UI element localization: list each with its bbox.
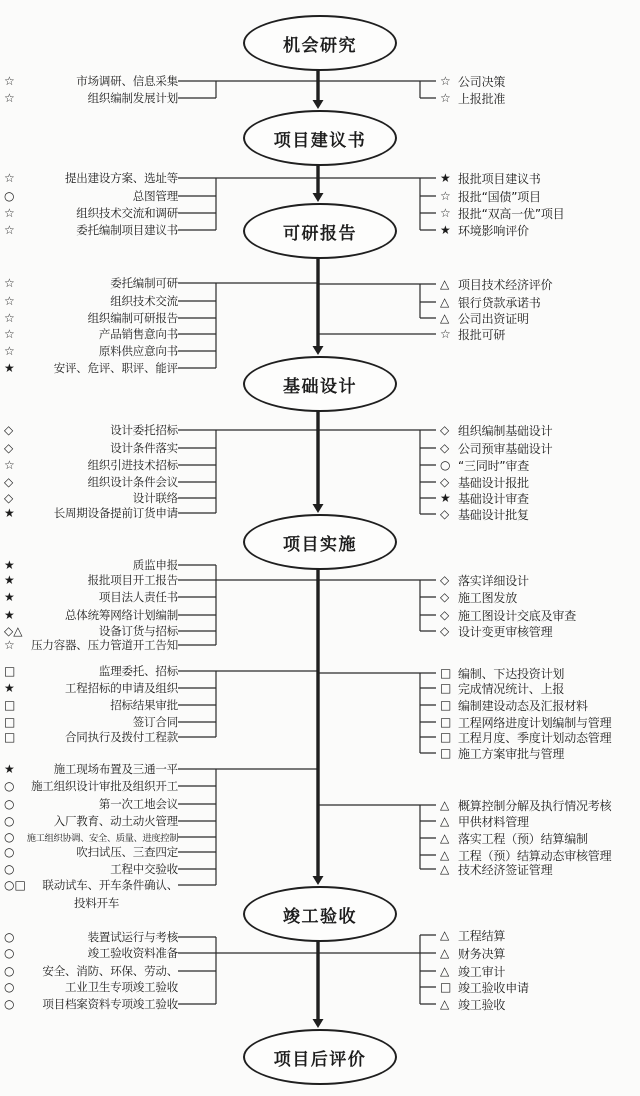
task-label: 技术经济签证管理 xyxy=(458,862,553,877)
node-label: 可研报告 xyxy=(283,223,357,244)
marker-icon: □ xyxy=(4,730,16,744)
task-row xyxy=(4,440,178,456)
marker-icon: ★ xyxy=(440,223,451,237)
marker-icon: ◇ xyxy=(440,608,450,622)
node-label: 项目实施 xyxy=(283,534,357,555)
task-label: 入厂教育、动土动火管理 xyxy=(53,814,178,828)
marker-icon: ◇ xyxy=(440,624,450,638)
task-label: 甲供材料管理 xyxy=(458,814,529,829)
task-row xyxy=(440,222,638,238)
marker-icon: ◇ xyxy=(4,441,14,455)
task-label: 基础设计批复 xyxy=(458,507,529,522)
task-row xyxy=(4,697,178,713)
task-label: 安全、消防、环保、劳动、 xyxy=(42,964,178,978)
task-label: 报批项目建议书 xyxy=(458,171,541,186)
task-row xyxy=(4,929,178,945)
task-row xyxy=(4,557,178,573)
task-label: 落实详细设计 xyxy=(458,573,529,588)
task-label: 组织技术交流和调研 xyxy=(76,206,178,220)
marker-icon: ○ xyxy=(4,930,15,944)
task-row xyxy=(4,637,178,653)
task-label: 市场调研、信息采集 xyxy=(76,74,178,88)
task-row xyxy=(4,761,178,777)
node-label: 机会研究 xyxy=(283,35,357,56)
task-label: 设计变更审核管理 xyxy=(458,624,553,639)
task-row xyxy=(4,829,178,845)
task-label: 编制、下达投资计划 xyxy=(458,666,565,681)
marker-icon: □ xyxy=(4,664,16,678)
marker-icon: △ xyxy=(440,798,450,812)
task-row xyxy=(440,589,638,605)
marker-icon: ☆ xyxy=(4,638,15,652)
task-row xyxy=(4,326,178,342)
marker-icon: ★ xyxy=(4,681,15,695)
task-label: 组织编制可研报告 xyxy=(87,311,178,325)
task-label: 组织编制基础设计 xyxy=(458,423,553,438)
marker-icon: ☆ xyxy=(4,206,15,220)
marker-icon: ○ xyxy=(4,189,15,203)
task-row xyxy=(4,714,178,730)
task-row xyxy=(4,222,178,238)
task-label: 提出建设方案、选址等 xyxy=(65,171,178,185)
task-row xyxy=(4,589,178,605)
task-row xyxy=(440,830,638,846)
marker-icon: ☆ xyxy=(4,276,15,290)
marker-icon: ☆ xyxy=(4,91,15,105)
task-row xyxy=(440,572,638,588)
task-label: 施工方案审批与管理 xyxy=(458,746,565,761)
marker-icon: ☆ xyxy=(4,344,15,358)
task-row xyxy=(440,506,638,522)
marker-icon: ○ xyxy=(4,830,15,844)
task-label: 设计条件落实 xyxy=(110,441,178,455)
marker-icon: △ xyxy=(440,311,450,325)
marker-icon: □ xyxy=(440,715,452,729)
task-row xyxy=(4,607,178,623)
marker-icon: △ xyxy=(440,928,450,942)
task-label: 招标结果审批 xyxy=(110,698,178,712)
task-row xyxy=(4,170,178,186)
task-label: 落实工程（预）结算编制 xyxy=(458,831,588,846)
task-label: 报批项目开工报告 xyxy=(87,573,178,587)
marker-icon: ★ xyxy=(4,762,15,776)
marker-icon: ◇ xyxy=(440,590,450,604)
task-label: 施工组织设计审批及组织开工 xyxy=(31,779,178,793)
marker-icon: ◇ xyxy=(4,475,14,489)
task-row xyxy=(440,729,638,745)
task-row xyxy=(4,572,178,588)
marker-icon: △ xyxy=(440,277,450,291)
marker-icon: □ xyxy=(4,715,16,729)
marker-icon: △ xyxy=(440,862,450,876)
marker-icon: ◇ xyxy=(440,475,450,489)
task-row xyxy=(4,90,178,106)
task-label: 联动试车、开车条件确认、 xyxy=(42,878,178,892)
marker-icon: ○ xyxy=(4,997,15,1011)
task-label: 竣工验收资料准备 xyxy=(87,946,178,960)
marker-icon: ◇ xyxy=(440,423,450,437)
flow-node-project-proposal xyxy=(243,110,397,166)
task-label: 基础设计报批 xyxy=(458,475,529,490)
node-label: 项目后评价 xyxy=(273,1049,367,1070)
task-row xyxy=(440,996,638,1012)
marker-icon: ○ xyxy=(4,946,15,960)
task-label: 质监申报 xyxy=(132,558,178,572)
task-label: 组织编制发展计划 xyxy=(87,91,178,105)
task-row xyxy=(440,680,638,696)
task-label: 报批可研 xyxy=(458,327,506,342)
marker-icon: ★ xyxy=(4,573,15,587)
task-row-continuation xyxy=(4,895,178,911)
flow-node-opportunity-study xyxy=(243,15,397,71)
task-row xyxy=(440,276,638,292)
marker-icon: ○□ xyxy=(4,878,26,892)
task-row xyxy=(440,474,638,490)
task-label: 施工现场布置及三通一平 xyxy=(53,762,178,776)
task-label: 投料开车 xyxy=(74,896,120,910)
task-row xyxy=(4,188,178,204)
task-label: 工业卫生专项竣工验收 xyxy=(65,980,178,994)
node-label: 项目建议书 xyxy=(273,130,367,151)
marker-icon: △ xyxy=(440,946,450,960)
task-row xyxy=(440,440,638,456)
task-label: 工程结算 xyxy=(458,928,506,943)
task-label: 委托编制可研 xyxy=(110,276,178,290)
task-row xyxy=(4,945,178,961)
task-label: 环境影响评价 xyxy=(458,223,529,238)
task-label: 组织引进技术招标 xyxy=(87,458,178,472)
marker-icon: △ xyxy=(440,814,450,828)
task-row xyxy=(4,813,178,829)
marker-icon: ○ xyxy=(4,964,15,978)
marker-icon: □ xyxy=(4,698,16,712)
task-label: 工程（预）结算动态审核管理 xyxy=(458,848,612,863)
task-row xyxy=(4,474,178,490)
task-row xyxy=(4,796,178,812)
task-label: 工程中交验收 xyxy=(110,862,178,876)
task-label: 工程招标的申请及组织 xyxy=(65,681,178,695)
marker-icon: ☆ xyxy=(440,189,451,203)
task-label: 设计委托招标 xyxy=(110,423,178,437)
task-row xyxy=(4,505,178,521)
task-row xyxy=(4,861,178,877)
task-row xyxy=(4,963,178,979)
task-row xyxy=(440,188,638,204)
task-row xyxy=(4,979,178,995)
task-row xyxy=(440,745,638,761)
task-label: 合同执行及拨付工程款 xyxy=(65,730,178,744)
marker-icon: △ xyxy=(440,848,450,862)
task-label: 概算控制分解及执行情况考核 xyxy=(458,798,612,813)
flow-node-post-evaluation xyxy=(243,1029,397,1085)
marker-icon: ☆ xyxy=(4,171,15,185)
task-label: 设备订货与招标 xyxy=(98,624,178,638)
marker-icon: ★ xyxy=(4,590,15,604)
task-label: 财务决算 xyxy=(458,946,506,961)
marker-icon: △ xyxy=(440,964,450,978)
marker-icon: ○ xyxy=(4,862,15,876)
marker-icon: □ xyxy=(440,666,452,680)
task-label: 银行贷款承诺书 xyxy=(458,295,541,310)
marker-icon: ◇ xyxy=(4,491,14,505)
marker-icon: ☆ xyxy=(440,74,451,88)
task-row xyxy=(440,979,638,995)
marker-icon: ★ xyxy=(4,506,15,520)
task-label: 工程月度、季度计划动态管理 xyxy=(458,730,612,745)
node-label: 基础设计 xyxy=(283,376,357,397)
task-label: 设计联络 xyxy=(132,491,178,505)
marker-icon: ☆ xyxy=(440,206,451,220)
flow-node-feasibility-report xyxy=(243,203,397,259)
task-label: 项目档案资料专项竣工验收 xyxy=(42,997,178,1011)
task-row xyxy=(440,205,638,221)
task-row xyxy=(4,844,178,860)
task-row xyxy=(4,663,178,679)
task-row xyxy=(4,490,178,506)
task-row xyxy=(4,729,178,745)
marker-icon: ☆ xyxy=(4,294,15,308)
task-row xyxy=(4,680,178,696)
task-row xyxy=(4,73,178,89)
task-label: 施工图发放 xyxy=(458,590,518,605)
task-label: 吹扫试压、三查四定 xyxy=(76,845,178,859)
task-row xyxy=(440,170,638,186)
task-row xyxy=(440,90,638,106)
task-label: 完成情况统计、上报 xyxy=(458,681,565,696)
task-row xyxy=(440,294,638,310)
task-label: 上报批准 xyxy=(458,91,506,106)
task-row xyxy=(440,927,638,943)
task-row xyxy=(4,877,178,893)
marker-icon: ☆ xyxy=(4,223,15,237)
marker-icon: ☆ xyxy=(4,327,15,341)
task-label: 公司预审基础设计 xyxy=(458,441,553,456)
task-label: 项目法人责任书 xyxy=(98,590,178,604)
task-row xyxy=(4,422,178,438)
task-row xyxy=(440,945,638,961)
task-label: 公司决策 xyxy=(458,74,506,89)
task-row xyxy=(440,422,638,438)
task-label: 报批“国债”项目 xyxy=(458,189,541,204)
marker-icon: ☆ xyxy=(440,327,451,341)
task-row xyxy=(440,797,638,813)
task-label: 竣工验收申请 xyxy=(458,980,529,995)
marker-icon: ☆ xyxy=(4,458,15,472)
task-row xyxy=(4,275,178,291)
task-row xyxy=(4,310,178,326)
marker-icon: ○ xyxy=(4,797,15,811)
task-row xyxy=(4,996,178,1012)
marker-icon: ○ xyxy=(4,845,15,859)
marker-icon: △ xyxy=(440,295,450,309)
marker-icon: ◇ xyxy=(440,573,450,587)
marker-icon: ★ xyxy=(4,558,15,572)
task-row xyxy=(4,360,178,376)
marker-icon: ★ xyxy=(4,608,15,622)
flow-node-completion-acceptance xyxy=(243,886,397,942)
marker-icon: ☆ xyxy=(4,311,15,325)
task-row xyxy=(4,457,178,473)
flow-node-implementation xyxy=(243,514,397,570)
marker-icon: ★ xyxy=(4,361,15,375)
marker-icon: □ xyxy=(440,698,452,712)
task-label: 安评、危评、职评、能评 xyxy=(53,361,178,375)
task-label: 总体统筹网络计划编制 xyxy=(65,608,178,622)
task-label: 压力容器、压力管道开工告知 xyxy=(31,638,178,652)
task-row xyxy=(440,607,638,623)
task-label: 竣工验收 xyxy=(458,997,506,1012)
task-label: 长周期设备提前订货申请 xyxy=(53,506,178,520)
task-label: 编制建设动态及汇报材料 xyxy=(458,698,588,713)
task-row xyxy=(440,697,638,713)
task-row xyxy=(4,343,178,359)
task-label: 第一次工地会议 xyxy=(98,797,178,811)
task-row xyxy=(440,623,638,639)
task-label: “三同时”审查 xyxy=(458,458,530,473)
marker-icon: ◇ xyxy=(440,441,450,455)
task-row xyxy=(440,326,638,342)
task-row xyxy=(440,73,638,89)
marker-icon: □ xyxy=(440,980,452,994)
marker-icon: ☆ xyxy=(4,74,15,88)
task-label: 产品销售意向书 xyxy=(98,327,178,341)
task-row xyxy=(4,293,178,309)
marker-icon: ○ xyxy=(4,814,15,828)
task-row xyxy=(440,861,638,877)
flow-node-basic-design xyxy=(243,356,397,412)
task-label: 公司出资证明 xyxy=(458,311,529,326)
task-label: 竣工审计 xyxy=(458,964,506,979)
task-label: 总图管理 xyxy=(132,189,178,203)
task-row xyxy=(440,457,638,473)
node-label: 竣工验收 xyxy=(283,906,357,927)
task-row xyxy=(440,310,638,326)
task-label: 基础设计审查 xyxy=(458,491,529,506)
marker-icon: ◇ xyxy=(4,423,14,437)
marker-icon: ☆ xyxy=(440,91,451,105)
marker-icon: △ xyxy=(440,997,450,1011)
marker-icon: ○ xyxy=(4,980,15,994)
marker-icon: △ xyxy=(440,831,450,845)
task-label: 施工图设计交底及审查 xyxy=(458,608,577,623)
task-row xyxy=(440,963,638,979)
task-row xyxy=(4,205,178,221)
task-row xyxy=(4,778,178,794)
marker-icon: ◇ xyxy=(440,507,450,521)
task-label: 委托编制项目建议书 xyxy=(76,223,178,237)
task-row xyxy=(440,490,638,506)
task-label: 签订合同 xyxy=(132,715,178,729)
marker-icon: ★ xyxy=(440,171,451,185)
marker-icon: ◇△ xyxy=(4,624,23,638)
task-label: 项目技术经济评价 xyxy=(458,277,553,292)
marker-icon: ○ xyxy=(4,779,15,793)
task-label: 组织设计条件会议 xyxy=(87,475,178,489)
marker-icon: □ xyxy=(440,681,452,695)
task-label: 报批“双高一优”项目 xyxy=(458,206,565,221)
task-label: 监理委托、招标 xyxy=(98,664,178,678)
task-label: 施工组织协调、安全、质量、进度控制 xyxy=(26,833,178,844)
marker-icon: □ xyxy=(440,746,452,760)
task-label: 工程网络进度计划编制与管理 xyxy=(458,715,612,730)
task-label: 组织技术交流 xyxy=(110,294,178,308)
task-row xyxy=(440,813,638,829)
marker-icon: ○ xyxy=(440,458,451,472)
task-label: 原料供应意向书 xyxy=(98,344,178,358)
marker-icon: □ xyxy=(440,730,452,744)
marker-icon: ★ xyxy=(440,491,451,505)
task-label: 装置试运行与考核 xyxy=(87,930,178,944)
